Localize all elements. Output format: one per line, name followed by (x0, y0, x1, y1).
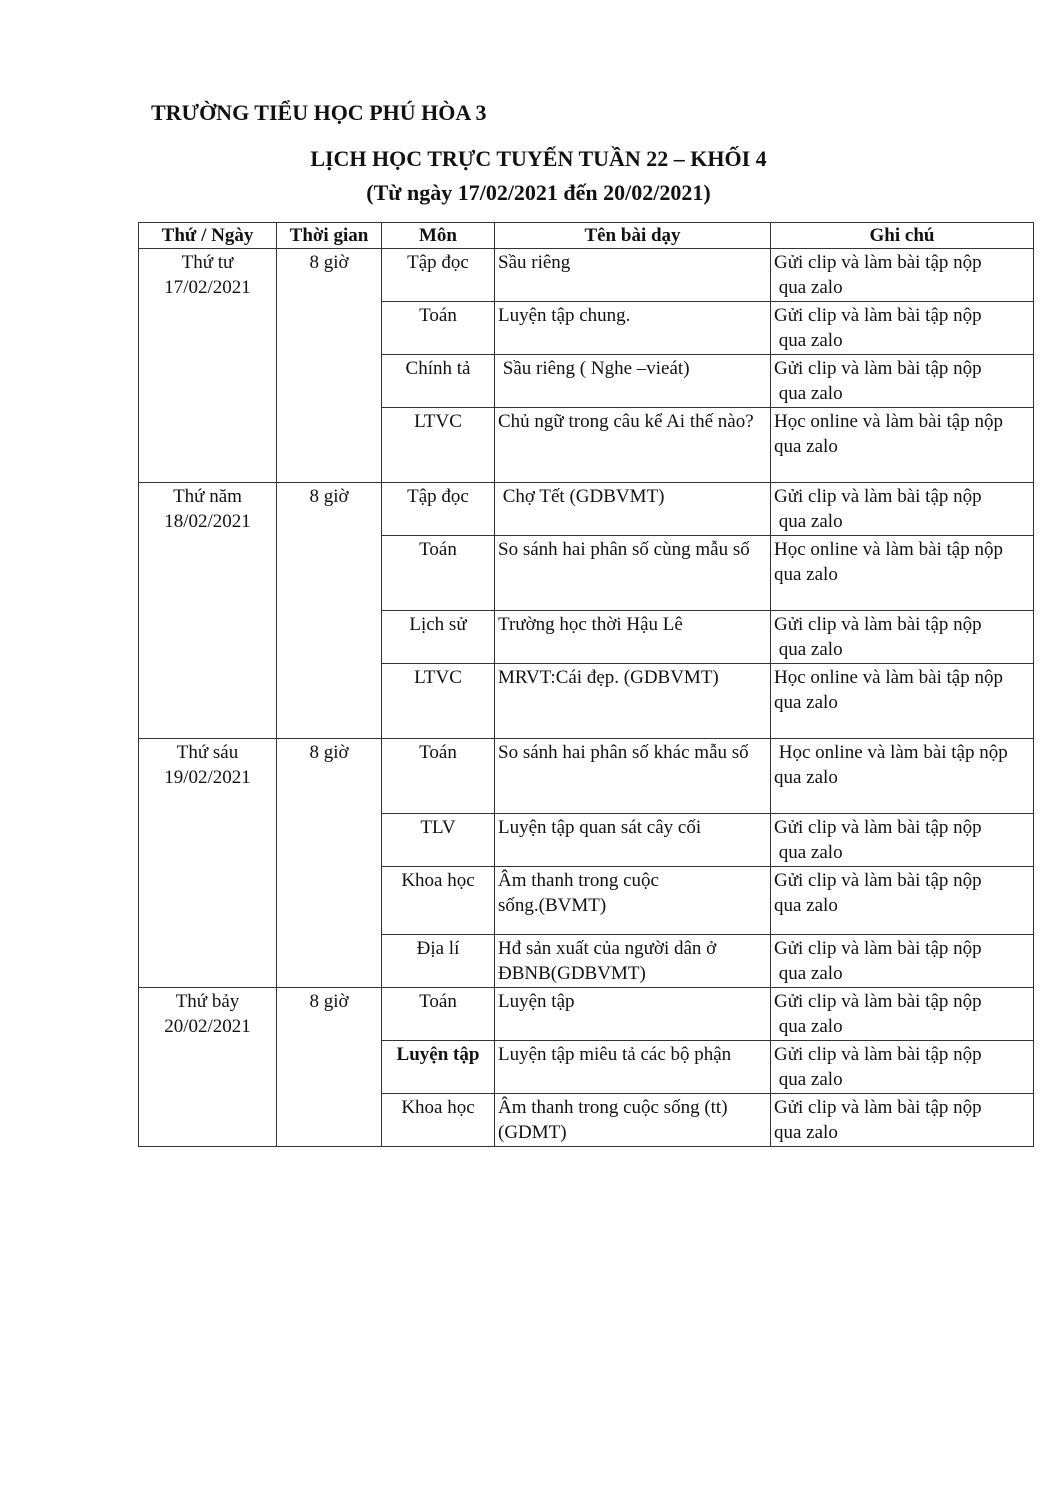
day-cell (139, 249, 277, 483)
lesson-cell: Luyện tập miêu tả các bộ phận (495, 1041, 771, 1094)
lesson-cell: Trường học thời Hậu Lê (495, 611, 771, 664)
note-cell: Gửi clip và làm bài tập nộp qua zalo (771, 867, 1034, 935)
column-header-subject: Môn (382, 223, 495, 249)
subject-cell: Địa lí (382, 935, 495, 988)
lesson-cell: Chợ Tết (GDBVMT) (495, 483, 771, 536)
note-cell: Gửi clip và làm bài tập nộp qua zalo (771, 302, 1034, 355)
lesson-cell: So sánh hai phân số khác mẫu số (495, 739, 771, 814)
table-row (139, 739, 1034, 814)
note-cell: Gửi clip và làm bài tập nộp qua zalo (771, 814, 1034, 867)
lesson-cell: Âm thanh trong cuộc sống (tt)(GDMT) (495, 1094, 771, 1147)
table-header-row (139, 223, 1034, 249)
lesson-cell: So sánh hai phân số cùng mẫu số (495, 536, 771, 611)
note-cell: Gửi clip và làm bài tập nộp qua zalo (771, 935, 1034, 988)
subject-cell: Khoa học (382, 867, 495, 935)
day-cell (139, 739, 277, 988)
day-name: Thứ năm (173, 486, 242, 507)
note-cell: Gửi clip và làm bài tập nộp qua zalo (771, 249, 1034, 302)
subject-cell: LTVC (382, 408, 495, 483)
day-name: Thứ tư (181, 252, 234, 273)
subject-cell: LTVC (382, 664, 495, 739)
subject-cell: Luyện tập (382, 1041, 495, 1094)
day-date: 18/02/2021 (164, 511, 251, 532)
lesson-cell: Sầu riêng ( Nghe –vieát) (495, 355, 771, 408)
note-cell: Gửi clip và làm bài tập nộp qua zalo (771, 483, 1034, 536)
day-date: 19/02/2021 (164, 767, 251, 788)
day-name: Thứ bảy (175, 991, 240, 1012)
subject-cell: Toán (382, 536, 495, 611)
note-cell: Học online và làm bài tập nộp qua zalo (771, 408, 1034, 483)
column-header-lesson: Tên bài dạy (495, 223, 771, 249)
day-name: Thứ sáu (176, 742, 239, 763)
time-cell: 8 giờ (277, 483, 382, 739)
school-name: TRƯỜNG TIỂU HỌC PHÚ HÒA 3 (151, 100, 487, 125)
lesson-cell: Luyện tập chung. (495, 302, 771, 355)
note-cell: Gửi clip và làm bài tập nộp qua zalo (771, 1094, 1034, 1147)
schedule-table (138, 222, 1034, 1147)
subject-cell: TLV (382, 814, 495, 867)
day-date: 20/02/2021 (164, 1016, 251, 1037)
note-cell: Học online và làm bài tập nộp qua zalo (771, 739, 1034, 814)
schedule-body (139, 249, 1034, 1147)
schedule-date-range: (Từ ngày 17/02/2021 đến 20/02/2021) (366, 180, 711, 205)
column-header-day: Thứ / Ngày (139, 223, 277, 249)
time-cell: 8 giờ (277, 739, 382, 988)
day-date: 17/02/2021 (164, 277, 251, 298)
column-header-note: Ghi chú (771, 223, 1034, 249)
note-cell: Gửi clip và làm bài tập nộp qua zalo (771, 988, 1034, 1041)
note-cell: Gửi clip và làm bài tập nộp qua zalo (771, 611, 1034, 664)
note-cell: Gửi clip và làm bài tập nộp qua zalo (771, 355, 1034, 408)
schedule-title: LỊCH HỌC TRỰC TUYẾN TUẦN 22 – KHỐI 4 (310, 146, 767, 171)
subject-cell: Toán (382, 739, 495, 814)
lesson-cell: Âm thanh trong cuộc sống.(BVMT) (495, 867, 771, 935)
subject-cell: Toán (382, 302, 495, 355)
lesson-cell: Chủ ngữ trong câu kể Ai thế nào? (495, 408, 771, 483)
note-cell: Học online và làm bài tập nộp qua zalo (771, 536, 1034, 611)
note-cell: Gửi clip và làm bài tập nộp qua zalo (771, 1041, 1034, 1094)
subject-cell: Chính tả (382, 355, 495, 408)
subject-cell: Tập đọc (382, 483, 495, 536)
subject-cell: Tập đọc (382, 249, 495, 302)
table-row (139, 483, 1034, 536)
table-row (139, 988, 1034, 1041)
day-cell (139, 988, 277, 1147)
lesson-cell: MRVT:Cái đẹp. (GDBVMT) (495, 664, 771, 739)
subject-cell: Toán (382, 988, 495, 1041)
time-cell: 8 giờ (277, 988, 382, 1147)
table-row (139, 249, 1034, 302)
note-cell: Học online và làm bài tập nộp qua zalo (771, 664, 1034, 739)
lesson-cell: Hđ sản xuất của người dân ở ĐBNB(GDBVMT) (495, 935, 771, 988)
day-cell (139, 483, 277, 739)
subject-cell: Lịch sử (382, 611, 495, 664)
subject-cell: Khoa học (382, 1094, 495, 1147)
time-cell: 8 giờ (277, 249, 382, 483)
lesson-cell: Sầu riêng (495, 249, 771, 302)
lesson-cell: Luyện tập (495, 988, 771, 1041)
column-header-time: Thời gian (277, 223, 382, 249)
lesson-cell: Luyện tập quan sát cây cối (495, 814, 771, 867)
